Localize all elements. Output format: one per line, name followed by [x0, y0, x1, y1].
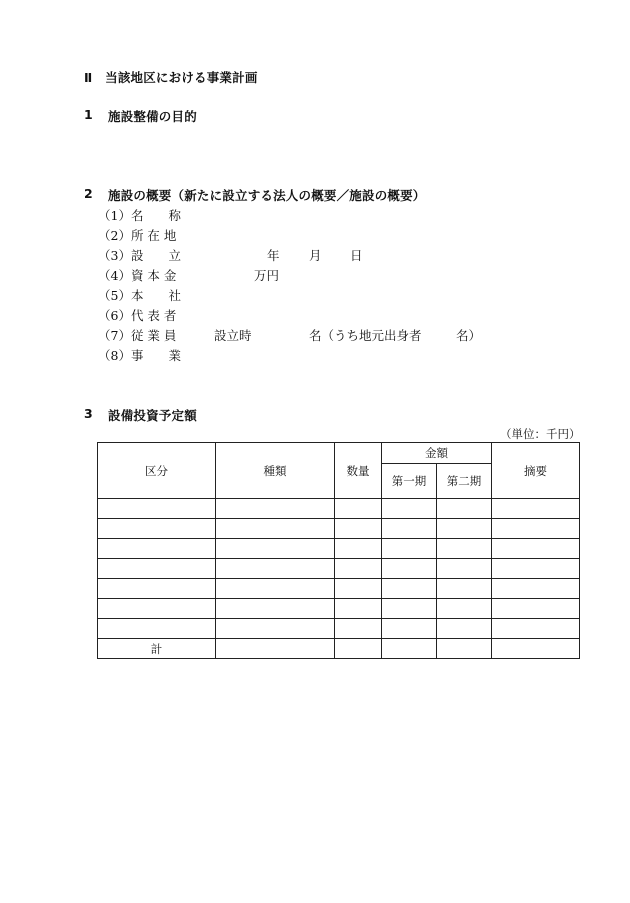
item1-title: 施設整備の目的	[108, 109, 197, 124]
table-cell[interactable]	[492, 499, 580, 519]
header-amount: 金額	[382, 443, 492, 464]
employees-local-close: 名）	[456, 328, 482, 343]
table-cell[interactable]	[492, 619, 580, 639]
established-day: 日	[350, 248, 363, 263]
table-row	[98, 599, 580, 619]
overview-name-label: （1）名 称	[98, 208, 181, 223]
table-cell[interactable]	[492, 539, 580, 559]
total-label: 計	[98, 639, 216, 659]
table-cell[interactable]	[335, 639, 382, 659]
table-cell[interactable]	[335, 519, 382, 539]
table-row	[98, 499, 580, 519]
table-cell[interactable]	[216, 499, 335, 519]
table-cell[interactable]	[216, 539, 335, 559]
table-cell[interactable]	[335, 539, 382, 559]
table-cell[interactable]	[216, 559, 335, 579]
table-cell[interactable]	[335, 579, 382, 599]
overview-employees-label: （7）従 業 員	[98, 328, 177, 343]
table-cell[interactable]	[98, 619, 216, 639]
item2-title: 施設の概要（新たに設立する法人の概要／施設の概要）	[108, 188, 426, 203]
item3-title: 設備投資予定額	[108, 408, 197, 423]
table-cell[interactable]	[98, 599, 216, 619]
established-year: 年	[267, 248, 280, 263]
header-category: 区分	[98, 443, 216, 499]
table-cell[interactable]	[437, 519, 492, 539]
table-row	[98, 579, 580, 599]
table-cell[interactable]	[437, 639, 492, 659]
table-cell[interactable]	[437, 599, 492, 619]
table-cell[interactable]	[437, 539, 492, 559]
table-cell[interactable]	[382, 599, 437, 619]
established-month: 月	[309, 248, 322, 263]
table-cell[interactable]	[492, 639, 580, 659]
item2-number: 2	[84, 186, 93, 201]
table-cell[interactable]	[335, 559, 382, 579]
investment-table	[97, 442, 580, 659]
table-cell[interactable]	[98, 539, 216, 559]
overview-capital-label: （4）資 本 金	[98, 268, 177, 283]
table-cell[interactable]	[382, 559, 437, 579]
table-cell[interactable]	[492, 519, 580, 539]
header-phase1: 第一期	[382, 464, 437, 499]
table-row	[98, 619, 580, 639]
table-row	[98, 559, 580, 579]
table-cell[interactable]	[492, 579, 580, 599]
unit-note: （単位：千円）	[500, 427, 581, 441]
table-cell[interactable]	[382, 619, 437, 639]
total-row	[98, 639, 580, 659]
table-cell[interactable]	[216, 579, 335, 599]
header-phase2: 第二期	[437, 464, 492, 499]
table-cell[interactable]	[335, 499, 382, 519]
table-cell[interactable]	[437, 499, 492, 519]
table-cell[interactable]	[335, 619, 382, 639]
table-cell[interactable]	[382, 579, 437, 599]
table-cell[interactable]	[437, 619, 492, 639]
overview-address-label: （2）所 在 地	[98, 228, 177, 243]
table-cell[interactable]	[216, 599, 335, 619]
table-cell[interactable]	[98, 519, 216, 539]
table-cell[interactable]	[216, 639, 335, 659]
table-cell[interactable]	[492, 599, 580, 619]
table-cell[interactable]	[98, 579, 216, 599]
section-heading: Ⅱ 当該地区における事業計画	[84, 70, 258, 85]
table-cell[interactable]	[437, 559, 492, 579]
table-row	[98, 539, 580, 559]
table-cell[interactable]	[98, 499, 216, 519]
overview-business-label: （8）事 業	[98, 348, 181, 363]
table-cell[interactable]	[492, 559, 580, 579]
table-cell[interactable]	[382, 539, 437, 559]
item3-number: 3	[84, 406, 93, 421]
table-cell[interactable]	[382, 519, 437, 539]
table-cell[interactable]	[98, 559, 216, 579]
employees-local-count: 名（うち地元出身者	[309, 328, 422, 343]
overview-representative-label: （6）代 表 者	[98, 308, 177, 323]
header-quantity: 数量	[335, 443, 382, 499]
table-cell[interactable]	[382, 499, 437, 519]
table-row	[98, 519, 580, 539]
table-cell[interactable]	[216, 619, 335, 639]
overview-established-label: （3）設 立	[98, 248, 181, 263]
header-remarks: 摘要	[492, 443, 580, 499]
table-cell[interactable]	[216, 519, 335, 539]
item1-number: 1	[84, 107, 93, 122]
employees-at-founding: 設立時	[214, 328, 252, 343]
overview-headquarters-label: （5）本 社	[98, 288, 181, 303]
header-type: 種類	[216, 443, 335, 499]
table-cell[interactable]	[437, 579, 492, 599]
table-cell[interactable]	[335, 599, 382, 619]
table-cell[interactable]	[382, 639, 437, 659]
capital-unit: 万円	[254, 268, 280, 283]
